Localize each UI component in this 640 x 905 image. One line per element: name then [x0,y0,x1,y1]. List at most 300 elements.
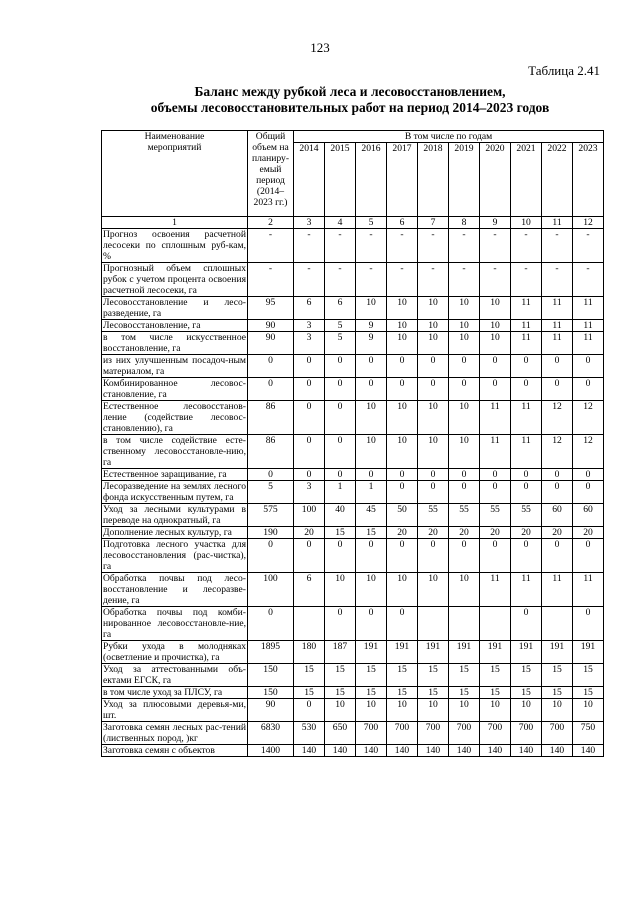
row-year-value: 0 [325,539,356,573]
row-year-value: 0 [387,469,418,481]
table-label: Таблица 2.41 [528,63,600,78]
row-year-value: 10 [480,320,511,332]
row-year-value: 0 [480,539,511,573]
row-year-value: - [480,229,511,263]
row-year-value: 10 [511,699,542,722]
row-year-value: 10 [325,699,356,722]
row-year-value: 40 [325,504,356,527]
row-year-value: 700 [418,722,449,745]
row-total: 100 [248,573,294,607]
row-year-value: 10 [387,320,418,332]
row-year-value: - [387,263,418,297]
table-row [102,332,604,355]
row-year-value: 0 [418,469,449,481]
row-year-value: 3 [294,320,325,332]
row-year-value: 10 [542,699,573,722]
row-name: в том числе искусственное восстановление, га [103,332,246,354]
row-year-value: 10 [387,332,418,355]
row-total: - [248,229,294,263]
row-year-value: 100 [294,504,325,527]
row-year-value: 0 [387,481,418,504]
row-year-value: 11 [511,435,542,469]
row-year-value: 191 [511,641,542,664]
row-year-value: - [542,229,573,263]
row-year-value: - [387,229,418,263]
row-name: Прогнозный объем сплошных рубок с учетом процента освоения расчетной лесосеки, га [103,263,246,296]
row-year-value: 5 [325,332,356,355]
row-year-value: 140 [294,745,325,757]
row-year-value: 15 [325,527,356,539]
row-year-value: 0 [356,469,387,481]
row-year-value: 45 [356,504,387,527]
row-year-value: 5 [325,320,356,332]
row-year-value: 20 [449,527,480,539]
row-year-value: 10 [356,435,387,469]
row-year-value: 0 [325,469,356,481]
row-year-value: - [325,263,356,297]
row-year-value: - [294,263,325,297]
row-year-value: 10 [449,320,480,332]
row-year-value: 15 [418,664,449,687]
row-year-value: 0 [294,378,325,401]
row-total: 90 [248,699,294,722]
row-name: Заготовка семян лесных рас-тений (лиственных пород, )кг [103,722,246,744]
row-year-value: 700 [480,722,511,745]
row-name: Обработка почвы под комби-нированное лесовосстановле-ние, га [103,607,246,640]
row-year-value: 0 [542,355,573,378]
row-year-value: 12 [542,401,573,435]
row-year-value: 0 [356,607,387,641]
row-year-value: 0 [325,355,356,378]
row-year-value: 12 [542,435,573,469]
row-year-value: - [325,229,356,263]
row-name: Естественное заращивание, га [102,469,248,481]
row-year-value: 11 [573,320,604,332]
row-year-value: 10 [356,699,387,722]
column-number: 5 [356,217,387,229]
row-year-value: 0 [325,401,356,435]
row-year-value [418,607,449,641]
row-year-value: 15 [511,687,542,699]
row-year-value: 180 [294,641,325,664]
column-number: 4 [325,217,356,229]
row-year-value: 0 [418,378,449,401]
row-year-value: 0 [325,435,356,469]
row-year-value: 0 [573,481,604,504]
row-year-value: 191 [449,641,480,664]
row-year-value: 15 [325,664,356,687]
header-year: 2016 [356,143,387,217]
row-year-value: - [356,229,387,263]
row-total: 575 [248,504,294,527]
row-year-value [449,607,480,641]
row-year-value: 10 [418,401,449,435]
table-row [102,527,604,539]
row-year-value: - [449,263,480,297]
table-row [102,504,604,527]
row-year-value: 0 [480,355,511,378]
row-year-value: 11 [573,297,604,320]
row-year-value: 10 [418,297,449,320]
table-row [102,469,604,481]
row-year-value [480,607,511,641]
row-year-value: 0 [542,378,573,401]
row-name: Лесоразведение на землях лесного фонда искусственным путем, га [103,481,246,503]
row-year-value: - [573,229,604,263]
row-year-value: 20 [542,527,573,539]
row-year-value: 15 [294,664,325,687]
row-year-value: 0 [511,481,542,504]
row-year-value: 140 [387,745,418,757]
row-year-value: 0 [294,435,325,469]
row-year-value: 0 [387,378,418,401]
row-year-value: 0 [573,539,604,573]
row-year-value: 10 [356,573,387,607]
header-year: 2017 [387,143,418,217]
row-year-value: 20 [511,527,542,539]
row-total: 0 [248,539,294,573]
row-year-value: 10 [449,435,480,469]
table-row [102,722,604,745]
row-year-value: 15 [480,687,511,699]
table-row [102,641,604,664]
row-year-value: 55 [511,504,542,527]
row-year-value: 0 [356,378,387,401]
row-year-value: 11 [511,320,542,332]
row-year-value: 11 [511,297,542,320]
row-year-value: 191 [573,641,604,664]
row-year-value: 0 [480,378,511,401]
row-year-value: 0 [511,607,542,641]
table-row [102,573,604,607]
row-year-value: 10 [418,320,449,332]
row-name: Рубки ухода в молодняках (осветление и прочистка), га [103,641,246,663]
row-year-value: 11 [511,573,542,607]
row-year-value: 0 [387,355,418,378]
row-year-value: 11 [511,332,542,355]
column-number: 12 [573,217,604,229]
row-name: Уход за плюсовыми деревья-ми, шт. [103,699,246,721]
row-year-value: 10 [356,401,387,435]
row-year-value: 0 [325,378,356,401]
row-name: Естественное лесовосстанов-ление (содействие лесовос-становлению), га [103,401,246,434]
row-year-value: 1 [356,481,387,504]
row-year-value: 10 [418,332,449,355]
row-year-value: 191 [480,641,511,664]
row-year-value: - [480,263,511,297]
row-year-value: 0 [294,699,325,722]
row-year-value: 700 [356,722,387,745]
row-year-value: 0 [511,378,542,401]
table-row [102,607,604,641]
row-year-value: 11 [511,401,542,435]
row-year-value: - [511,263,542,297]
row-year-value: 650 [325,722,356,745]
table-row [102,687,604,699]
row-year-value: 10 [418,699,449,722]
row-year-value: 55 [480,504,511,527]
row-year-value: 3 [294,481,325,504]
table-row [102,539,604,573]
header-year: 2014 [294,143,325,217]
row-total: 90 [248,332,294,355]
row-year-value: 3 [294,332,325,355]
balance-table [101,130,604,757]
row-year-value: 0 [325,607,356,641]
table-row [102,699,604,722]
row-year-value: 191 [387,641,418,664]
row-year-value: 15 [418,687,449,699]
row-year-value: 15 [356,527,387,539]
row-year-value: 140 [480,745,511,757]
row-year-value: 0 [418,539,449,573]
row-total: 95 [248,297,294,320]
row-year-value: 15 [325,687,356,699]
row-year-value: 0 [542,539,573,573]
row-name: Комбинированное лесовос-становление, га [103,378,246,400]
row-year-value: - [294,229,325,263]
row-year-value: 0 [480,469,511,481]
row-year-value: 140 [418,745,449,757]
row-year-value: 530 [294,722,325,745]
row-year-value: 6 [294,297,325,320]
row-year-value: 10 [356,297,387,320]
table-row [102,745,604,757]
title-line: Баланс между рубкой леса и лесовосстановлением, [194,84,506,99]
column-number: 11 [542,217,573,229]
row-year-value: 0 [387,539,418,573]
row-year-value: 0 [294,539,325,573]
row-year-value: 0 [480,481,511,504]
table-row [102,435,604,469]
title-line: объемы лесовосстановительных работ на период 2014–2023 годов [150,100,550,115]
row-year-value: 11 [542,297,573,320]
row-year-value: 0 [511,539,542,573]
row-year-value: 10 [418,573,449,607]
row-year-value: 0 [294,401,325,435]
row-year-value: 140 [325,745,356,757]
row-year-value: 0 [511,355,542,378]
table-row [102,229,604,263]
row-year-value: 15 [573,664,604,687]
row-year-value: 0 [387,607,418,641]
row-year-value: - [356,263,387,297]
row-year-value: 9 [356,320,387,332]
row-year-value: 0 [573,378,604,401]
row-year-value: 700 [449,722,480,745]
row-year-value: 191 [356,641,387,664]
column-number: 6 [387,217,418,229]
row-year-value: 700 [511,722,542,745]
row-year-value: 10 [387,573,418,607]
row-year-value [294,607,325,641]
row-year-value: 191 [418,641,449,664]
row-year-value: 12 [573,435,604,469]
row-year-value: 15 [542,687,573,699]
row-year-value: 11 [542,573,573,607]
row-name: Прогноз освоения расчетной лесосеки по сплошным руб-кам, % [103,229,246,262]
row-year-value: 0 [449,481,480,504]
row-year-value: 140 [542,745,573,757]
row-year-value: 11 [573,332,604,355]
table-row [102,263,604,297]
row-year-value: 0 [418,355,449,378]
page-number: 123 [310,40,330,55]
row-total: 0 [248,378,294,401]
header-year: 2021 [511,143,542,217]
row-total: 86 [248,401,294,435]
table-row [102,401,604,435]
row-year-value: 6 [325,297,356,320]
row-year-value: 140 [449,745,480,757]
header-total: Общий объем на планиру- емый период (2014– 2023 гг.) [248,131,294,217]
row-year-value: 1 [325,481,356,504]
row-name: Подготовка лесного участка для лесовосстановления (рас-чистка), га [103,539,246,572]
row-total: 0 [248,355,294,378]
row-year-value: 50 [387,504,418,527]
row-year-value: 700 [387,722,418,745]
row-year-value: - [418,263,449,297]
row-total: 190 [248,527,294,539]
row-year-value: 20 [294,527,325,539]
column-number: 9 [480,217,511,229]
row-year-value: 0 [449,469,480,481]
row-year-value: 15 [387,687,418,699]
row-year-value: - [418,229,449,263]
row-year-value: 0 [573,355,604,378]
row-year-value: 10 [480,297,511,320]
row-year-value: 0 [294,469,325,481]
row-name: в том числе уход за ПЛСУ, га [102,687,248,699]
row-year-value: - [511,229,542,263]
row-year-value: 10 [480,332,511,355]
row-year-value: - [449,229,480,263]
row-name: в том числе содействие есте-ственному лесовосстановле-нию, га [103,435,246,468]
table-title [60,84,640,116]
row-year-value: - [573,263,604,297]
row-year-value: 15 [449,664,480,687]
row-year-value: 11 [480,401,511,435]
table-row [102,481,604,504]
row-year-value: 20 [573,527,604,539]
row-year-value: 11 [573,573,604,607]
row-year-value: 60 [573,504,604,527]
row-year-value: 0 [294,355,325,378]
row-total: 86 [248,435,294,469]
row-total: 0 [248,469,294,481]
column-number: 2 [248,217,294,229]
row-total: 5 [248,481,294,504]
row-name: Заготовка семян с объектов [102,745,248,757]
header-year: 2023 [573,143,604,217]
row-year-value: 191 [542,641,573,664]
header-year: 2015 [325,143,356,217]
row-year-value: 0 [542,469,573,481]
row-year-value: 10 [418,435,449,469]
row-year-value: 20 [480,527,511,539]
row-year-value: 20 [418,527,449,539]
row-year-value: 0 [418,481,449,504]
row-name: Уход за лесными культурами в переводе на однократный, га [103,504,246,526]
column-number: 10 [511,217,542,229]
row-year-value: 10 [480,699,511,722]
column-number: 3 [294,217,325,229]
header-year: 2022 [542,143,573,217]
row-year-value: 15 [511,664,542,687]
header-name: Наименование мероприятий [102,131,248,217]
row-year-value: 20 [387,527,418,539]
row-year-value: 10 [387,435,418,469]
row-year-value: 10 [387,297,418,320]
table-row [102,664,604,687]
row-year-value: 0 [573,607,604,641]
row-name: из них улучшенным посадоч-ным материалом, га [103,355,246,377]
row-name: Обработка почвы под лесо-восстановление и лесоразве-дение, га [103,573,246,606]
row-year-value: 10 [449,401,480,435]
row-year-value: 0 [449,355,480,378]
table-row [102,320,604,332]
row-year-value: 11 [542,332,573,355]
row-name: Лесовосстановление и лесо-разведение, га [103,297,246,319]
row-year-value: 11 [480,435,511,469]
row-year-value: 15 [294,687,325,699]
row-total: 90 [248,320,294,332]
row-year-value: 700 [542,722,573,745]
row-year-value: 15 [480,664,511,687]
row-year-value: 9 [356,332,387,355]
row-total: 0 [248,607,294,641]
row-year-value: 10 [573,699,604,722]
row-year-value: 15 [573,687,604,699]
row-year-value: 140 [511,745,542,757]
table-row [102,297,604,320]
row-year-value: 140 [573,745,604,757]
row-year-value: 12 [573,401,604,435]
row-year-value: 15 [542,664,573,687]
row-year-value: 0 [356,539,387,573]
row-year-value: 10 [449,297,480,320]
row-total: 150 [248,687,294,699]
row-year-value: 15 [356,687,387,699]
row-year-value: 0 [449,539,480,573]
row-year-value: 15 [449,687,480,699]
row-year-value: 10 [449,573,480,607]
row-year-value: 11 [542,320,573,332]
row-year-value: 0 [573,469,604,481]
row-year-value [542,607,573,641]
row-year-value: 187 [325,641,356,664]
row-total: 1895 [248,641,294,664]
row-year-value: 55 [418,504,449,527]
row-year-value: 15 [387,664,418,687]
header-year: 2019 [449,143,480,217]
row-year-value: 55 [449,504,480,527]
row-year-value: 10 [325,573,356,607]
row-year-value: 0 [356,355,387,378]
header-years-group: В том числе по годам [294,131,604,143]
row-year-value: 60 [542,504,573,527]
row-year-value: 140 [356,745,387,757]
row-year-value: - [542,263,573,297]
row-name: Дополнение лесных культур, га [102,527,248,539]
header-year: 2020 [480,143,511,217]
row-year-value: 10 [387,401,418,435]
row-year-value: 750 [573,722,604,745]
row-year-value: 15 [356,664,387,687]
row-year-value: 6 [294,573,325,607]
row-total: 6830 [248,722,294,745]
row-year-value: 0 [542,481,573,504]
